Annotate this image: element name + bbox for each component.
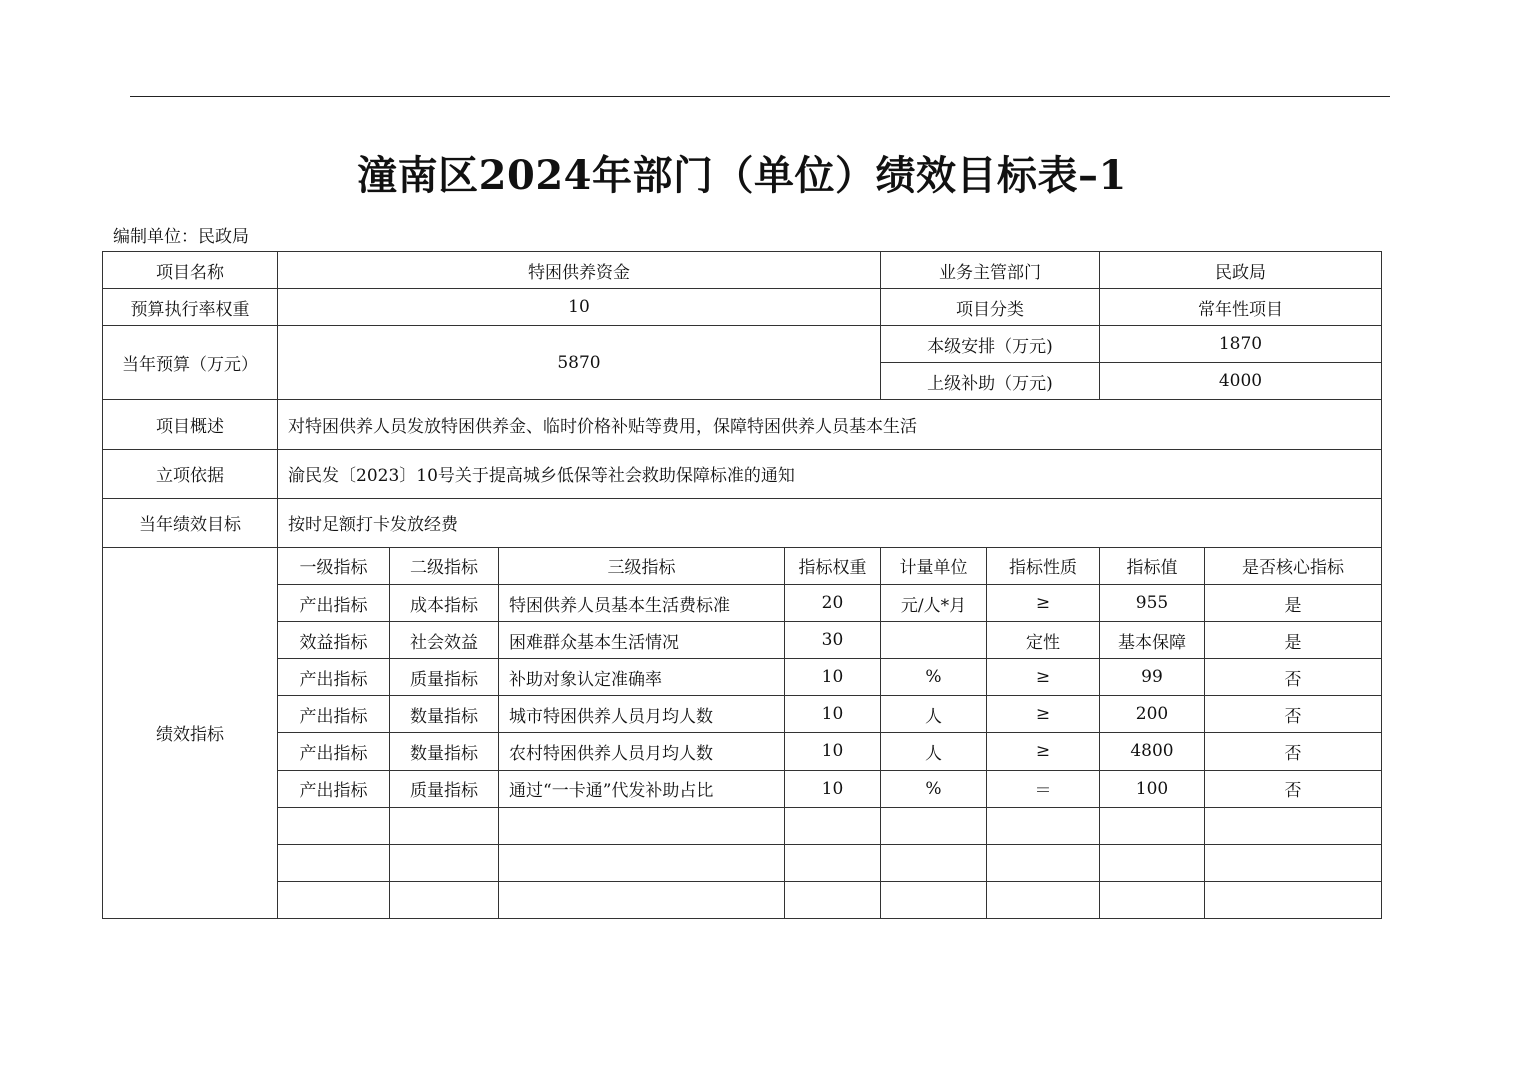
level3-cell: 补助对象认定准确率 (499, 659, 785, 696)
row-weight (103, 289, 1382, 326)
weight-cell: 10 (785, 733, 881, 770)
page-title: 潼南区2024年部门（单位）绩效目标表–1 (357, 152, 1127, 199)
level1-cell: 产出指标 (278, 770, 390, 807)
value-cell: 100 (1100, 770, 1205, 807)
upper-label: 上级补助（万元) (881, 363, 1100, 400)
header-unit: 计量单位 (881, 547, 987, 584)
level1-cell: 产出指标 (278, 733, 390, 770)
goal-value: 按时足额打卡发放经费 (278, 498, 1382, 547)
row-project-name (103, 252, 1382, 289)
nature-cell: 定性 (987, 622, 1100, 659)
budget-label: 当年预算（万元） (103, 326, 278, 400)
weight-value: 10 (278, 289, 881, 326)
header-level3: 三级指标 (499, 547, 785, 584)
local-label: 本级安排（万元) (881, 326, 1100, 363)
level1-cell: 效益指标 (278, 622, 390, 659)
nature-cell: ＝ (987, 770, 1100, 807)
value-cell: 4800 (1100, 733, 1205, 770)
indicator-header-row (103, 547, 1382, 584)
level2-cell: 质量指标 (390, 659, 499, 696)
level2-cell: 数量指标 (390, 696, 499, 733)
goal-label: 当年绩效目标 (103, 498, 278, 547)
level3-cell: 困难群众基本生活情况 (499, 622, 785, 659)
weight-label: 预算执行率权重 (103, 289, 278, 326)
indicators-section-label: 绩效指标 (103, 547, 278, 918)
category-label: 项目分类 (881, 289, 1100, 326)
indicator-row (103, 733, 1382, 770)
nature-cell: ≥ (987, 696, 1100, 733)
category-value: 常年性项目 (1100, 289, 1382, 326)
row-basis (103, 449, 1382, 498)
unit-cell: % (881, 770, 987, 807)
level2-cell: 社会效益 (390, 622, 499, 659)
core-cell: 否 (1205, 733, 1382, 770)
level3-cell: 特困供养人员基本生活费标准 (499, 584, 785, 621)
weight-cell: 10 (785, 659, 881, 696)
core-cell: 否 (1205, 659, 1382, 696)
unit-cell: 人 (881, 696, 987, 733)
unit-cell: % (881, 659, 987, 696)
indicator-row (103, 696, 1382, 733)
compiling-unit: 编制单位：民政局 (113, 227, 249, 247)
header-nature: 指标性质 (987, 547, 1100, 584)
performance-target-table (102, 251, 1382, 919)
basis-label: 立项依据 (103, 449, 278, 498)
header-value: 指标值 (1100, 547, 1205, 584)
level2-cell: 数量指标 (390, 733, 499, 770)
budget-value: 5870 (278, 326, 881, 400)
value-cell: 99 (1100, 659, 1205, 696)
project-name-value: 特困供养资金 (278, 252, 881, 289)
level3-cell: 农村特困供养人员月均人数 (499, 733, 785, 770)
overview-label: 项目概述 (103, 400, 278, 449)
unit-cell: 人 (881, 733, 987, 770)
empty-row (103, 807, 1382, 844)
level1-cell: 产出指标 (278, 659, 390, 696)
project-name-label: 项目名称 (103, 252, 278, 289)
indicator-row (103, 622, 1382, 659)
nature-cell: ≥ (987, 659, 1100, 696)
core-cell: 否 (1205, 696, 1382, 733)
weight-cell: 10 (785, 696, 881, 733)
row-overview (103, 400, 1382, 449)
value-cell: 基本保障 (1100, 622, 1205, 659)
core-cell: 否 (1205, 770, 1382, 807)
weight-cell: 20 (785, 584, 881, 621)
row-goal (103, 498, 1382, 547)
weight-cell: 30 (785, 622, 881, 659)
level2-cell: 成本指标 (390, 584, 499, 621)
dept-value: 民政局 (1100, 252, 1382, 289)
basis-value: 渝民发〔2023〕10号关于提高城乡低保等社会救助保障标准的通知 (278, 449, 1382, 498)
core-cell: 是 (1205, 584, 1382, 621)
nature-cell: ≥ (987, 584, 1100, 621)
local-value: 1870 (1100, 326, 1382, 363)
unit-cell (881, 622, 987, 659)
empty-row (103, 844, 1382, 881)
header-weight: 指标权重 (785, 547, 881, 584)
level3-cell: 城市特困供养人员月均人数 (499, 696, 785, 733)
level1-cell: 产出指标 (278, 584, 390, 621)
row-budget (103, 326, 1382, 363)
weight-cell: 10 (785, 770, 881, 807)
level1-cell: 产出指标 (278, 696, 390, 733)
indicator-row (103, 584, 1382, 621)
core-cell: 是 (1205, 622, 1382, 659)
value-cell: 955 (1100, 584, 1205, 621)
header-level1: 一级指标 (278, 547, 390, 584)
level2-cell: 质量指标 (390, 770, 499, 807)
dept-label: 业务主管部门 (881, 252, 1100, 289)
empty-row (103, 881, 1382, 918)
unit-cell: 元/人*月 (881, 584, 987, 621)
nature-cell: ≥ (987, 733, 1100, 770)
header-level2: 二级指标 (390, 547, 499, 584)
level3-cell: 通过“一卡通”代发补助占比 (499, 770, 785, 807)
overview-value: 对特困供养人员发放特困供养金、临时价格补贴等费用，保障特困供养人员基本生活 (278, 400, 1382, 449)
indicator-row (103, 659, 1382, 696)
header-core: 是否核心指标 (1205, 547, 1382, 584)
header-rule (130, 96, 1390, 97)
value-cell: 200 (1100, 696, 1205, 733)
indicator-row (103, 770, 1382, 807)
upper-value: 4000 (1100, 363, 1382, 400)
